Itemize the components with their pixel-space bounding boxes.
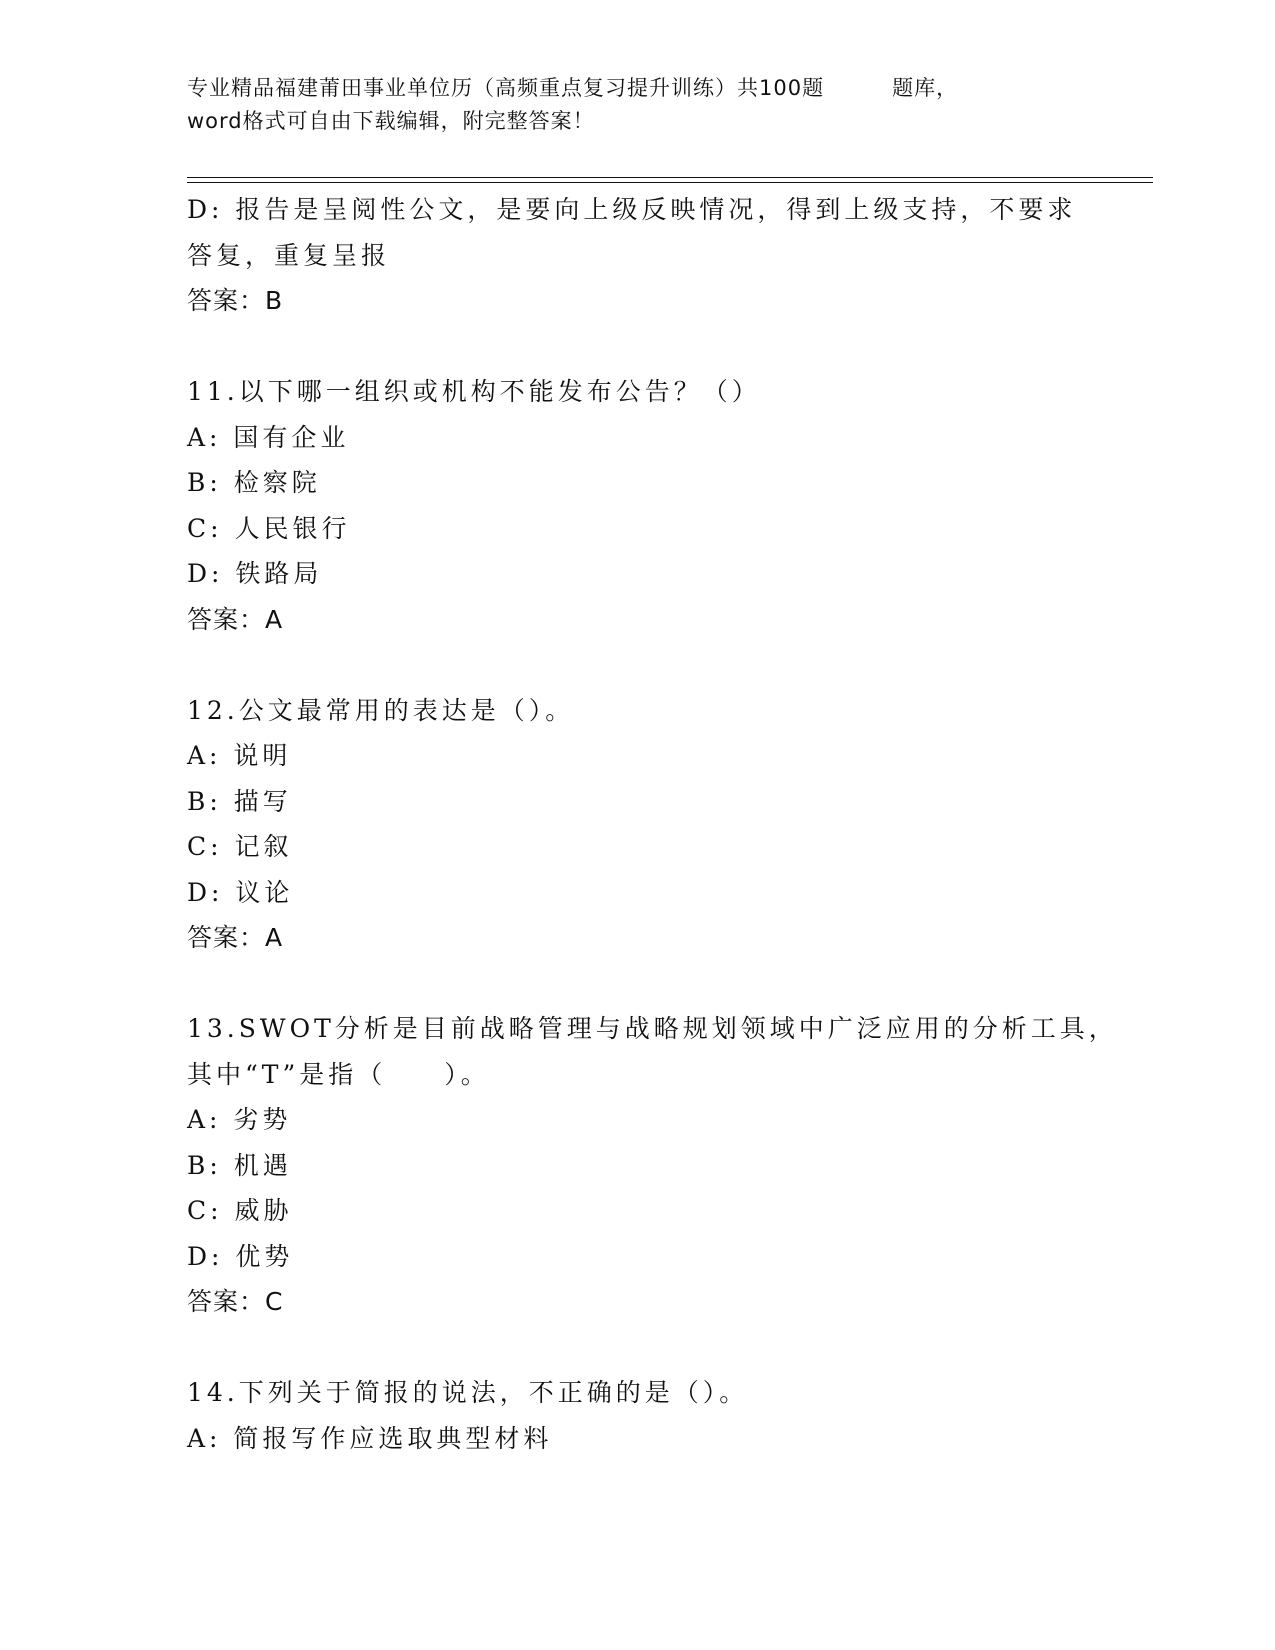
question-list <box>187 187 1118 1461</box>
option-a: A: 说明 <box>187 741 292 770</box>
answer-line: 答案：C <box>187 1287 284 1316</box>
option-d-continued: D: 报告是呈阅性公文，是要向上级反映情况，得到上级支持，不要求 <box>187 195 1077 224</box>
header-line-1 <box>187 72 1087 105</box>
question-stem: 12.公文最常用的表达是（）。 <box>187 695 575 725</box>
option-d: D: 优势 <box>187 1241 294 1271</box>
header-title: 专业精品福建莆田事业单位历（高频重点复习提升训练）共100题 <box>187 76 825 100</box>
header-line-2: word格式可自由下载编辑，附完整答案！ <box>187 109 595 133</box>
option-b: B: 机遇 <box>187 1150 292 1180</box>
question-stem: 13.SWOT分析是目前战略管理与战略规划领域中广泛应用的分析工具， <box>187 1014 1118 1043</box>
option-d: D: 铁路局 <box>187 559 323 588</box>
option-c: C: 人民银行 <box>187 513 351 543</box>
question-stem: 11.以下哪一组织或机构不能发布公告？（） <box>187 377 761 406</box>
option-d-continued-line2: 答复，重复呈报 <box>187 240 391 270</box>
answer-line: 答案：A <box>187 604 284 634</box>
question-stem-line2: 其中“T”是指（ ）。 <box>187 1059 490 1089</box>
option-c: C: 记叙 <box>187 832 293 861</box>
answer-line: 答案：B <box>187 286 284 315</box>
header-divider-top <box>187 177 1153 178</box>
question-stem: 14.下列关于简报的说法，不正确的是（）。 <box>187 1378 749 1407</box>
option-a: A: 简报写作应选取典型材料 <box>187 1423 553 1453</box>
option-d: D: 议论 <box>187 877 294 907</box>
header-divider-bottom <box>187 182 1153 183</box>
answer-line: 答案：A <box>187 923 284 952</box>
document-header <box>187 72 1087 138</box>
option-b: B: 描写 <box>187 786 292 816</box>
option-c: C: 威胁 <box>187 1196 293 1225</box>
option-a: A: 国有企业 <box>187 422 350 452</box>
header-title-suffix: 题库， <box>892 76 959 100</box>
option-b: B: 检察院 <box>187 468 321 497</box>
option-a: A: 劣势 <box>187 1105 292 1134</box>
